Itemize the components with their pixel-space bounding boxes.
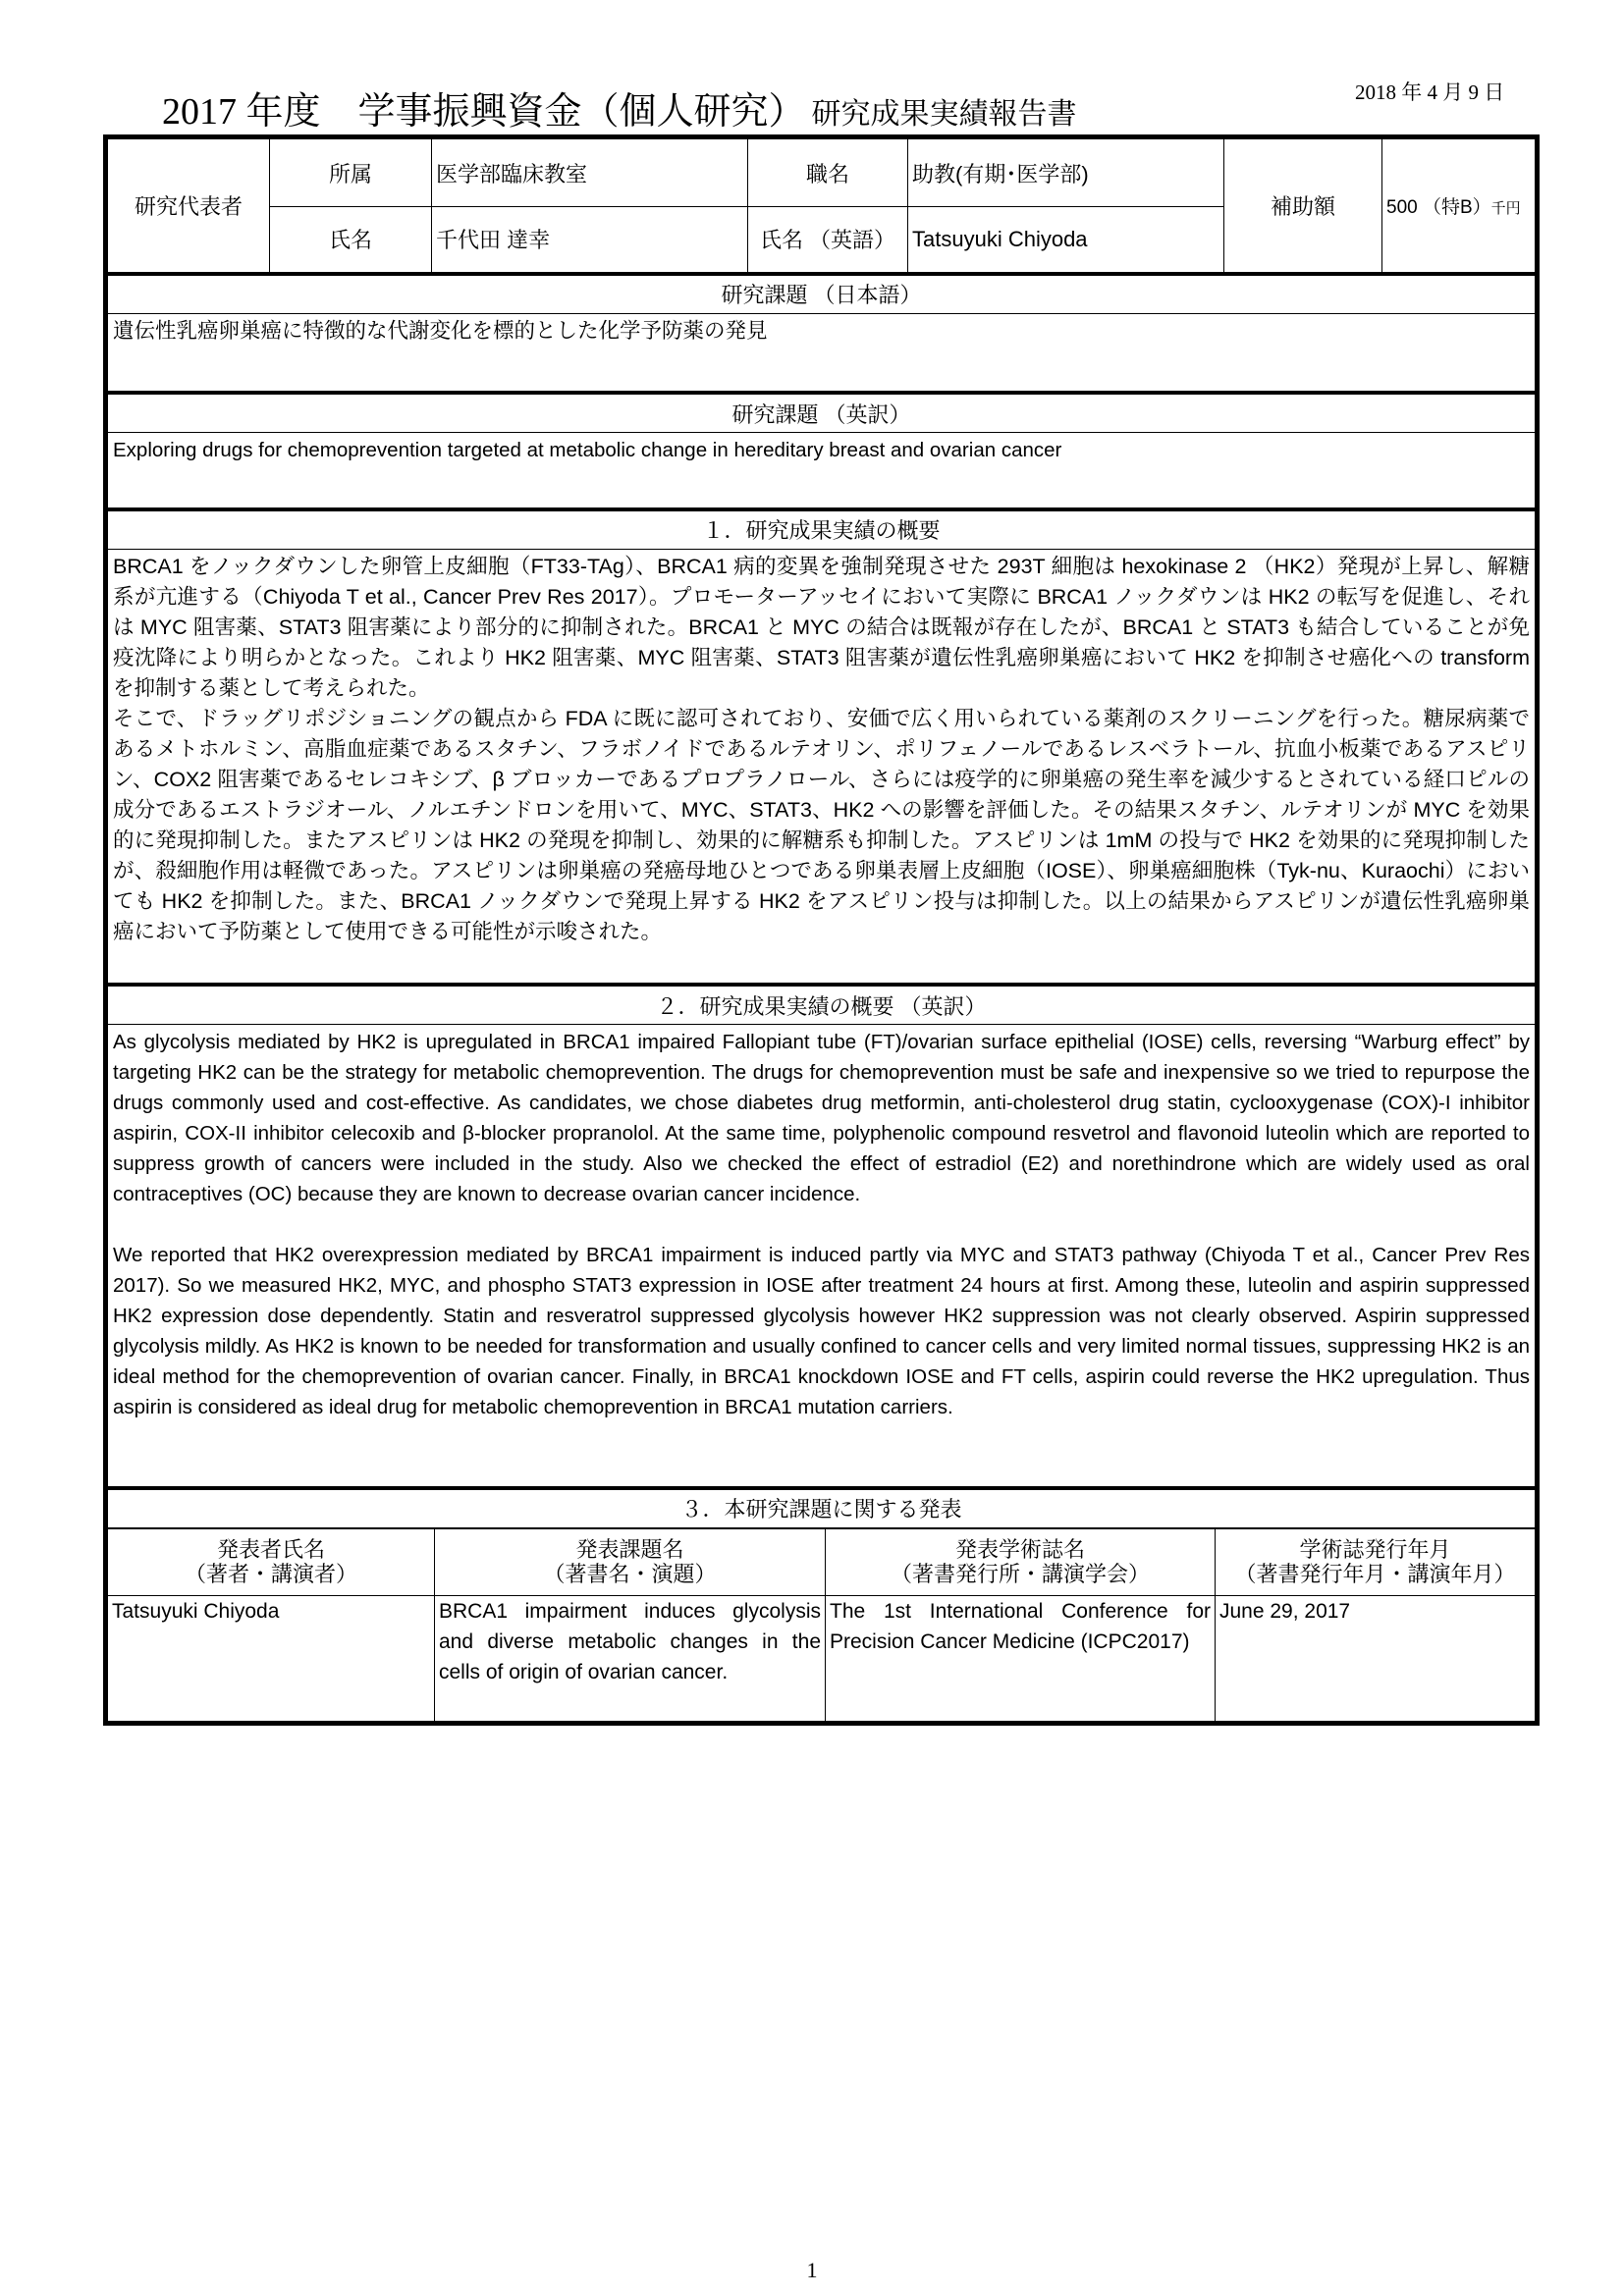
report-form: [103, 134, 1540, 1726]
theme-en-text: Exploring drugs for chemoprevention targeted at metabolic change in hereditary breast and ovarian cancer: [108, 433, 1536, 509]
header-line: 発表課題名: [575, 1537, 684, 1562]
col-header-author: [108, 1528, 435, 1595]
grant-unit: 千円: [1490, 199, 1521, 217]
table-row: [108, 1595, 1536, 1721]
summary-en-paragraph: We reported that HK2 overexpression mediated by BRCA1 impairment is induced partly via MYC and STAT3 pathway (Chiyoda T et al., Cancer Prev Res 2017). So we measured HK2, MYC, and phospho STAT3 expression in IOSE after treatment 24 hours at first. Among these, luteolin and aspirin suppressed HK2 expression dose dependently. Statin and resveratrol suppressed glycolysis however HK2 suppression was not clearly observed. Aspirin suppressed glycolysis mildly. As HK2 is known to be needed for transformation and usually confined to cancer cells and very limited normal tissues, suppressing HK2 is an ideal method for the chemoprevention of ovarian cancer. Finally, in BRCA1 knockdown IOSE and FT cells, aspirin could reverse the HK2 upregulation. Thus aspirin is considered as ideal drug for metabolic chemoprevention in BRCA1 mutation carriers.: [113, 1244, 1530, 1418]
representative-label: 研究代表者: [108, 139, 270, 274]
header-line: 発表学術誌名: [954, 1537, 1085, 1562]
summary-jp-body: [108, 549, 1536, 985]
summary-jp-paragraph: そこで、ドラッグリポジショニングの観点から FDA に既に認可されており、安価で広く用いられている薬剤のスクリーニングを行った。糖尿病薬であるメトホルミン、高脂血症薬であるスタチン、フラボノイドであるルテオリン、ポリフェノールであるレスベラトール、抗血小板薬であるアスピリン、COX2 阻害薬であるセレコキシブ、β ブロッカーであるプロプラノロール、さらには疫学的に卵巣癌の発生率を減少するとされている経口ピルの成分であるエストラジオール、ノルエチンドロンを用いて、MYC、STAT3、HK2 への影響を評価した。その結果スタチン、ルテオリンが MYC を効果的に発現抑制した。またアスピリンは HK2 の発現を抑制し、効果的に解糖系も抑制した。アスピリンは 1mM の投与で HK2 を効果的に発現抑制したが、殺細胞作用は軽微であった。アスピリンは卵巣癌の発癌母地ひとつである卵巣表層上皮細胞（IOSE）、卵巣癌細胞株（Tyk-nu、Kuraochi）においても HK2 を抑制した。また、BRCA1 ノックダウンで発現上昇する HK2 をアスピリン投与は抑制した。以上の結果からアスピリンが遺伝性乳癌卵巣癌において予防薬として使用できる可能性が示唆された。: [113, 706, 1530, 943]
pub-venue: The 1st International Conference for Precision Cancer Medicine (ICPC2017): [826, 1595, 1216, 1721]
affiliation-label: 所属: [270, 139, 432, 207]
theme-en-label: 研究課題 （英訳）: [108, 393, 1536, 433]
publications-label: ３．本研究課題に関する発表: [108, 1488, 1536, 1528]
header-line: （著書発行年月・講演年月）: [1234, 1562, 1516, 1586]
col-header-venue: [826, 1528, 1216, 1595]
pub-title: BRCA1 impairment induces glycolysis and diverse metabolic changes in the cells of origin of ovarian cancer.: [435, 1595, 826, 1721]
report-date: 2018 年 4 月 9 日: [1355, 80, 1505, 104]
header-line: 発表者氏名: [216, 1537, 325, 1562]
summary-en-paragraph: As glycolysis mediated by HK2 is upregulated in BRCA1 impaired Fallopiant tube (FT)/ovarian surface epithelial (IOSE) cells, reversing “Warburg effect” by targeting HK2 can be the strategy for metabolic chemoprevention. The drugs for chemoprevention must be safe and inexpensive so we tried to repurpose the drugs commonly used and cost-effective. As candidates, we chose diabetes drug metformin, anti-cholesterol drug statin, cyclooxygenase (COX)-I inhibitor aspirin, COX-II inhibitor celecoxib and β-blocker propranolol. At the same time, polyphenolic compound resvetrol and flavonoid luteolin which are reported to suppress growth of cancers were included in the study. Also we checked the effect of estradiol (E2) and norethindrone which are widely used as oral contraceptives (OC) because they are known to decrease ovarian cancer incidence.: [113, 1031, 1530, 1205]
position-label: 職名: [748, 139, 908, 207]
page-number: 1: [806, 2258, 818, 2282]
pub-date: June 29, 2017: [1216, 1595, 1536, 1721]
title-sub: 研究成果実績報告書: [811, 98, 1077, 131]
summary-jp-paragraph: BRCA1 をノックダウンした卵管上皮細胞（FT33-TAg）、BRCA1 病的変異を強制発現させた 293T 細胞は hexokinase 2 （HK2）発現が上昇し、解糖系が亢進する（Chiyoda T et al., Cancer Prev Res 2017）。プロモーターアッセイにおいて実際に BRCA1 ノックダウンは HK2 の転写を促進し、それは MYC 阻害薬、STAT3 阻害薬により部分的に抑制された。BRCA1 と MYC の結合は既報が存在したが、BRCA1 と STAT3 も結合していることが免疫沈降により明らかとなった。これより HK2 阻害薬、MYC 阻害薬、STAT3 阻害薬が遺伝性乳癌卵巣癌において HK2 を抑制させ癌化への transform を抑制する薬として考えられた。: [113, 554, 1530, 700]
name-en-label: 氏名 （英語）: [748, 207, 908, 274]
position-value: 助教(有期･医学部): [908, 139, 1224, 207]
name-en-value: Tatsuyuki Chiyoda: [908, 207, 1224, 274]
col-header-date: [1216, 1528, 1536, 1595]
pub-author: Tatsuyuki Chiyoda: [108, 1595, 435, 1721]
header-line: 学術誌発行年月: [1299, 1537, 1451, 1562]
theme-jp-label: 研究課題 （日本語）: [108, 274, 1536, 314]
header-line: （著書発行所・講演学会）: [890, 1562, 1150, 1586]
page-title: [162, 80, 1077, 134]
affiliation-value: 医学部臨床教室: [432, 139, 748, 207]
name-label: 氏名: [270, 207, 432, 274]
theme-jp-text: 遺伝性乳癌卵巣癌に特徴的な代謝変化を標的とした化学予防薬の発見: [108, 313, 1536, 393]
grant-label: 補助額: [1224, 139, 1382, 274]
name-value: 千代田 達幸: [432, 207, 748, 274]
summary-jp-label: １．研究成果実績の概要: [108, 509, 1536, 550]
grant-value: [1382, 139, 1536, 274]
representative-table: [107, 138, 1536, 1528]
grant-amount: 500 （特B）: [1386, 196, 1491, 218]
header-line: （著者・講演者）: [184, 1562, 357, 1586]
col-header-title: [435, 1528, 826, 1595]
title-main: 2017 年度 学事振興資金（個人研究）: [162, 91, 806, 133]
summary-en-body: [108, 1025, 1536, 1488]
summary-en-label: ２．研究成果実績の概要 （英訳）: [108, 985, 1536, 1025]
publications-table: [107, 1528, 1536, 1722]
header-line: （著書名・演題）: [543, 1562, 717, 1586]
